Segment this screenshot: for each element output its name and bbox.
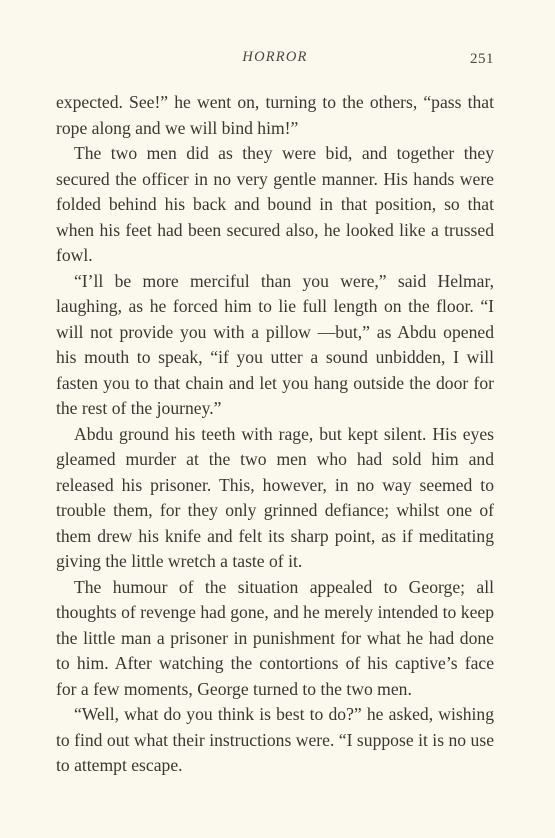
body-text (56, 90, 494, 779)
running-head (56, 46, 494, 72)
book-page (56, 46, 494, 779)
paragraph: The humour of the situation appealed to George; all thoughts of revenge had gone, and he merely intended to keep the little man a prisoner in punishment for what he had done to him. After watching the contortions of his captive’s face for a few moments, George turned to the two men. (56, 576, 494, 699)
paragraph: Abdu ground his teeth with rage, but kept silent. His eyes gleamed murder at the two men who had sold him and released his prisoner. This, however, in no way seemed to trouble them, for they only grinned defiance; whilst one of them drew his knife and felt its sharp point, as if meditating giving the little wretch a taste of it. (56, 423, 494, 571)
paragraph-continuation: expected. See!” he went on, turning to the others, “pass that rope along and we will bind him!” (56, 92, 494, 138)
paragraph: The two men did as they were bid, and together they secured the officer in no very gentle manner. His hands were folded behind his back and bound in that position, so that when his feet had been secured also, he looked like a trussed fowl. (56, 143, 494, 265)
running-title: HORROR (242, 49, 308, 65)
page-number: 251 (470, 51, 494, 67)
paragraph: “Well, what do you think is best to do?” he asked, wishing to find out what their instructions were. “I suppose it is no use to attempt escape. (56, 704, 494, 775)
paragraph: “I’ll be more merciful than you were,” said Helmar, laughing, as he forced him to lie full length on the floor. “I will not provide you with a pillow —but,” as Abdu opened his mouth to speak, “if you utter a sound unbidden, I will fasten you to that chain and let you hang outside the door for the rest of the journey.” (56, 270, 494, 418)
